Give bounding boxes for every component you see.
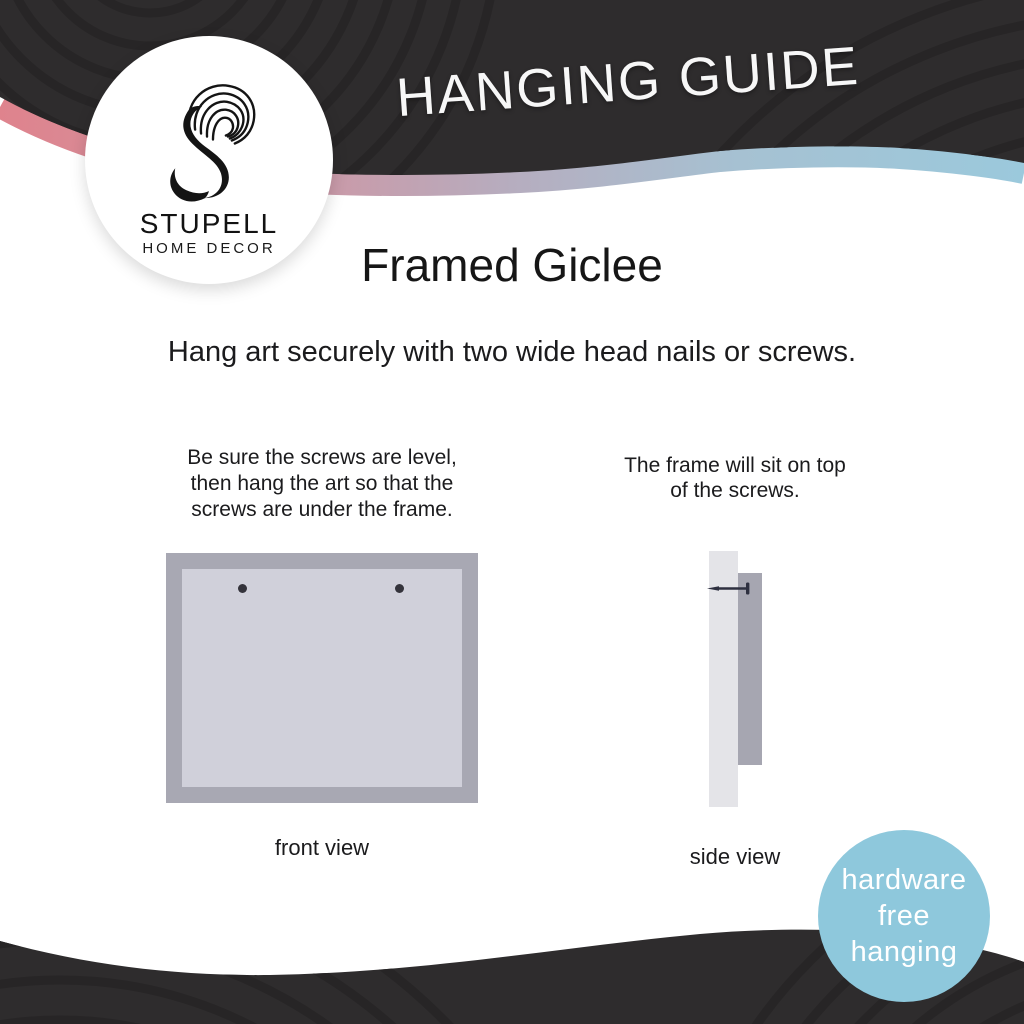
brand-name: STUPELL xyxy=(139,208,279,239)
badge-line: hanging xyxy=(850,936,958,968)
front-note-line: screws are under the frame. xyxy=(191,498,453,521)
hardware-free-badge xyxy=(818,830,990,1002)
front-view-note xyxy=(162,445,482,523)
frame-inner-panel xyxy=(182,569,462,787)
side-note-line: of the screws. xyxy=(670,479,800,502)
side-view-caption: side view xyxy=(689,844,781,869)
nail-icon xyxy=(707,581,753,596)
page-title: HANGING GUIDE xyxy=(394,35,862,129)
stupell-s-swirl-icon xyxy=(155,74,265,208)
badge-line: free xyxy=(878,900,930,932)
brand-tagline: HOME DECOR xyxy=(142,240,276,257)
side-view-backing-bar xyxy=(738,573,762,765)
screw-dot xyxy=(395,584,404,593)
front-view-caption: front view xyxy=(274,835,370,860)
front-note-line: Be sure the screws are level, xyxy=(187,446,457,469)
main-instruction: Hang art securely with two wide head nails or screws. xyxy=(167,336,857,368)
product-type-heading: Framed Giclee xyxy=(361,239,663,291)
front-view-frame-diagram xyxy=(166,553,478,803)
screw-dot xyxy=(238,584,247,593)
side-note-line: The frame will sit on top xyxy=(624,454,846,477)
badge-line: hardware xyxy=(841,864,967,896)
brand-logo-circle xyxy=(85,36,333,284)
front-note-line: then hang the art so that the xyxy=(190,472,454,495)
side-view-note xyxy=(595,453,875,503)
